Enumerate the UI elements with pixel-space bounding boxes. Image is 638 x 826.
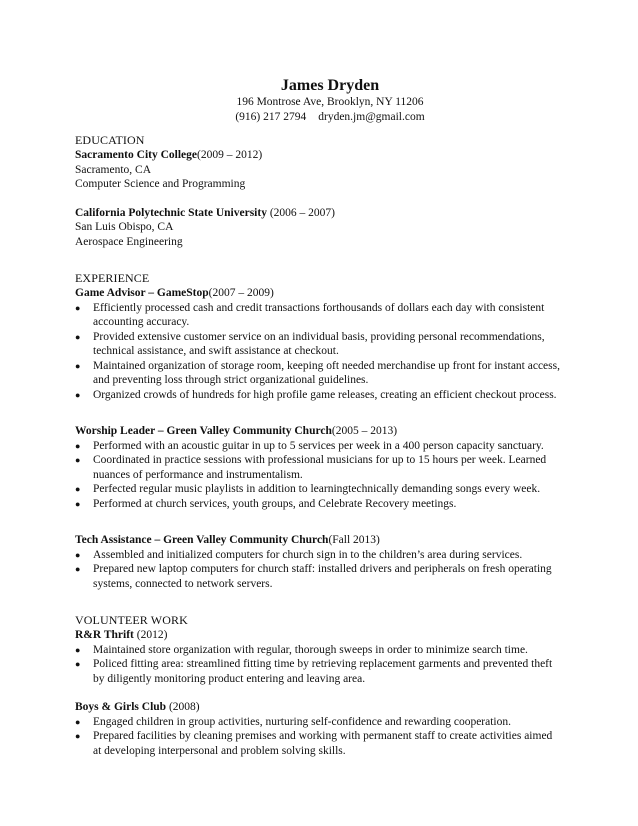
volunteer-dates: (2008) bbox=[166, 701, 200, 713]
bullet-dot-icon: ● bbox=[75, 389, 81, 400]
volunteer-heading: VOLUNTEER WORK bbox=[75, 613, 188, 627]
job-bullets bbox=[75, 301, 575, 403]
job-bullets bbox=[75, 548, 575, 592]
school-dates: (2009 – 2012) bbox=[197, 149, 263, 161]
job-role: Tech Assistance – Green Valley Community Church bbox=[75, 534, 329, 546]
address-line: 196 Montrose Ave, Brooklyn, NY 11206 bbox=[236, 96, 424, 108]
bullet-item: ● Assembled and initialized computers for church sign in to the children’s area during services. bbox=[75, 548, 523, 561]
bullet-item: ● Provided extensive customer service on an individual basis, providing personal recommendations, technical assistance, and swift assistance at checkout. bbox=[75, 330, 545, 357]
resume-body bbox=[75, 133, 575, 772]
bullet-item: ● Maintained organization of storage room, keeping oft needed merchandise up front for instant access, and preventing loss through strict organizational guidelines. bbox=[75, 359, 560, 386]
volunteer-org: R&R Thrift bbox=[75, 629, 134, 641]
candidate-name: James Dryden bbox=[280, 77, 380, 94]
bullet-item: ● Performed at church services, youth groups, and Celebrate Recovery meetings. bbox=[75, 497, 457, 510]
bullet-item: ● Prepared new laptop computers for church staff: installed drivers and peripherals on fresh operating systems, connected to network servers. bbox=[75, 563, 552, 590]
bullet-dot-icon: ● bbox=[75, 564, 81, 574]
bullet-item: ● Engaged children in group activities, nurturing self-confidence and rewarding cooperation. bbox=[75, 715, 512, 728]
job-entry bbox=[75, 286, 575, 402]
volunteer-entry bbox=[75, 628, 575, 686]
volunteer-org: Boys & Girls Club bbox=[75, 701, 167, 713]
school-dates: (2006 – 2007) bbox=[266, 206, 336, 219]
bullet-dot-icon: ● bbox=[75, 302, 81, 313]
education-heading: EDUCATION bbox=[75, 133, 145, 147]
bullet-dot-icon: ● bbox=[75, 360, 81, 371]
bullet-dot-icon: ● bbox=[75, 440, 81, 451]
school-field: Aerospace Engineering bbox=[75, 235, 183, 248]
bullet-item: ● Maintained store organization with regular, thorough sweeps in order to minimize search time. bbox=[75, 643, 528, 656]
experience-heading: EXPERIENCE bbox=[75, 271, 150, 285]
bullet-item: ● Policed fitting area: streamlined fitting time by retrieving replacement garments and prevented theft by diligently monitoring product entering and leaving area. bbox=[75, 658, 553, 685]
bullet-dot-icon: ● bbox=[75, 644, 81, 655]
bullet-item: ● Efficiently processed cash and credit transactions forthousands of dollars each day with consistent accounting accuracy. bbox=[75, 301, 545, 328]
school-location: San Luis Obispo, CA bbox=[75, 221, 174, 233]
bullet-item: ● Perfected regular music playlists in addition to learningtechnically demanding songs every week. bbox=[75, 483, 541, 495]
contact-line bbox=[22, 110, 638, 125]
job-dates: (2005 – 2013) bbox=[331, 425, 398, 437]
email-address: dryden.jm@gmail.com bbox=[318, 111, 425, 123]
job-bullets bbox=[75, 439, 575, 512]
bullet-dot-icon: ● bbox=[75, 484, 81, 494]
bullet-dot-icon: ● bbox=[75, 498, 81, 509]
job-role: Worship Leader – Green Valley Community Church bbox=[75, 425, 332, 437]
bullet-item: ● Coordinated in practice sessions with professional musicians for up to 15 hours per week. Learned nuances of performance and instrumentalism. bbox=[75, 454, 547, 481]
job-role: Game Advisor – GameStop bbox=[75, 287, 209, 299]
volunteer-bullets bbox=[75, 643, 575, 687]
phone-number: (916) 217 2794 bbox=[235, 111, 307, 123]
volunteer-entry bbox=[75, 700, 575, 758]
job-entry bbox=[75, 424, 575, 511]
job-entry bbox=[75, 533, 575, 591]
education-entry bbox=[75, 148, 575, 192]
volunteer-bullets bbox=[75, 715, 575, 759]
bullet-dot-icon: ● bbox=[75, 659, 81, 669]
job-dates: (Fall 2013) bbox=[328, 534, 380, 546]
bullet-dot-icon: ● bbox=[75, 731, 81, 741]
bullet-dot-icon: ● bbox=[75, 331, 81, 342]
school-location: Sacramento, CA bbox=[75, 163, 152, 176]
bullet-item: ● Organized crowds of hundreds for high profile game releases, creating an efficient checkout process. bbox=[75, 388, 557, 401]
bullet-dot-icon: ● bbox=[75, 549, 81, 560]
school-name: Sacramento City College bbox=[75, 149, 197, 161]
bullet-item: ● Prepared facilities by cleaning premises and working with permanent staff to create activities aimed at developing interpersonal and problem solving skills. bbox=[75, 730, 553, 757]
education-entry bbox=[75, 206, 575, 250]
bullet-item: ● Performed with an acoustic guitar in up to 5 services per week in a 400 person capacity sanctuary. bbox=[75, 439, 544, 452]
resume-header bbox=[0, 76, 638, 125]
bullet-dot-icon: ● bbox=[75, 716, 81, 727]
volunteer-dates: (2012) bbox=[133, 629, 168, 641]
school-name: California Polytechnic State University bbox=[75, 206, 267, 219]
school-field: Computer Science and Programming bbox=[75, 178, 246, 190]
job-dates: (2007 – 2009) bbox=[208, 287, 274, 299]
bullet-dot-icon: ● bbox=[75, 455, 81, 465]
